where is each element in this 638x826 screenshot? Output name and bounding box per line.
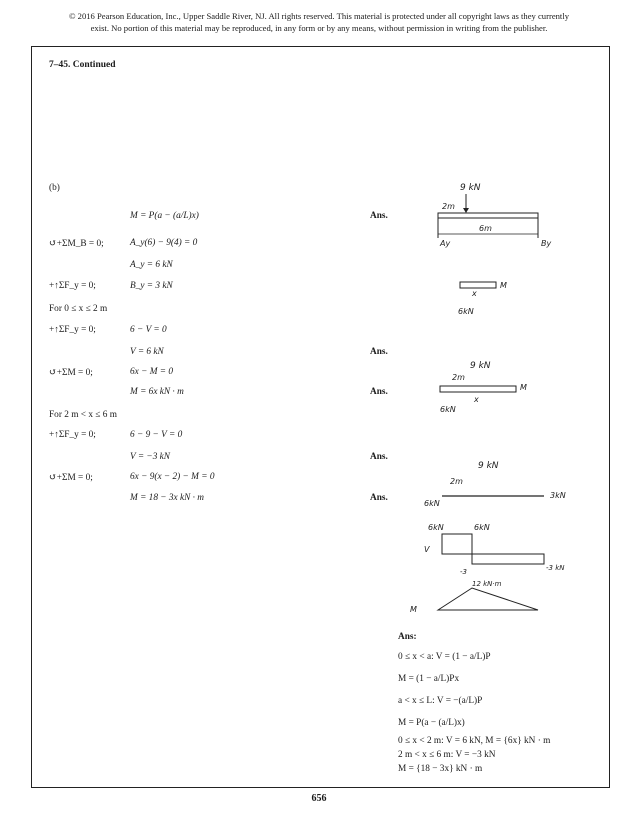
full-2m: 2m [450,477,463,486]
part-label: (b) [49,183,60,193]
equation-expression: 6x − M = 0 [130,367,174,377]
dim-6m: 6m [479,224,492,233]
equation-expression: M = 18 − 3x kN · m [130,493,204,503]
summary-line-7: M = {18 − 3x} kN · m [398,764,483,774]
copyright-notice [22,10,616,34]
equation-label: For 2 m < x ≤ 6 m [49,410,117,420]
full-3kn: 3kN [550,491,566,500]
equation-label: ↺+ΣM = 0; [49,368,93,378]
summary-line-6: 2 m < x ≤ 6 m: V = −3 kN [398,750,496,760]
equation-expression: A_y(6) − 9(4) = 0 [130,238,198,248]
summary-line-4: M = P(a − (a/L)x) [398,718,465,728]
equation-expression: B_y = 3 kN [130,281,173,291]
full-load: 9 kN [478,461,499,471]
beam-sketches [404,180,594,620]
equation-label: For 0 ≤ x ≤ 2 m [49,304,108,314]
equation-label: +↑ΣF_y = 0; [49,430,96,440]
equation-expression: V = −3 kN [130,452,171,462]
equation-ans: Ans. [370,387,388,397]
shear-6kn-right: 6kN [474,523,490,532]
summary-header: Ans: [398,632,417,642]
equation-ans: Ans. [370,347,388,357]
beam-top [438,213,538,218]
seg2-x: x [474,395,479,404]
equation-expression: 6x − 9(x − 2) − M = 0 [130,472,215,482]
equation-expression: 6 − V = 0 [130,325,167,335]
moment-max-label: 12 kN·m [472,580,502,588]
summary-line-1: 0 ≤ x < a: V = (1 − a/L)P [398,652,491,662]
dim-2m: 2m [442,202,455,211]
equation-ans: Ans. [370,211,388,221]
moment-axis-label: M [410,605,417,614]
shear-neg3kn: -3 kN [546,564,565,572]
seg1-6kn: 6kN [458,307,474,316]
equation-label: ↺+ΣM = 0; [49,473,93,483]
seg2-6kn: 6kN [440,405,456,414]
by-label: By [541,239,552,248]
page-number: 656 [311,793,327,804]
shear-6kn-left: 6kN [428,523,444,532]
full-6kn: 6kN [424,499,440,508]
equation-expression: A_y = 6 kN [130,260,173,270]
seg2-2m: 2m [452,373,465,382]
shear-neg3: -3 [460,568,467,576]
equation-label: +↑ΣF_y = 0; [49,325,96,335]
equation-ans: Ans. [370,493,388,503]
summary-line-3: a < x ≤ L: V = −(a/L)P [398,696,483,706]
moment-triangle [438,588,538,610]
seg1-x: x [472,289,477,298]
equation-expression: M = P(a − (a/L)x) [130,211,199,221]
equation-expression: 6 − 9 − V = 0 [130,430,183,440]
equation-expression: M = 6x kN · m [130,387,184,397]
equation-label: ↺+ΣM_B = 0; [49,239,104,249]
load-label: 9 kN [460,183,481,193]
problem-title: 7–45. Continued [49,60,116,70]
seg1-m: M [500,281,507,290]
shear-axis-label: V [424,545,430,554]
seg2-m: M [520,383,527,392]
shear-negative-block [472,554,544,564]
equation-expression: V = 6 kN [130,347,164,357]
segment2-beam [440,386,516,392]
ay-label: Ay [440,239,451,248]
seg2-load: 9 kN [470,361,491,371]
summary-line-2: M = (1 − a/L)Px [398,674,460,684]
shear-positive-block [442,534,472,554]
copyright-line-1: © 2016 Pearson Education, Inc., Upper Saddle River, NJ. All rights reserved. This material is protected under all copyright laws as they currently [68,11,570,21]
summary-line-5: 0 ≤ x < 2 m: V = 6 kN, M = {6x} kN · m [398,736,551,746]
segment1-beam [460,282,496,288]
equation-label: +↑ΣF_y = 0; [49,281,96,291]
equation-ans: Ans. [370,452,388,462]
copyright-line-2: exist. No portion of this material may be reproduced, in any form or by any means, without permission in writing from the publisher. [90,23,548,33]
load-arrowhead [463,208,469,213]
